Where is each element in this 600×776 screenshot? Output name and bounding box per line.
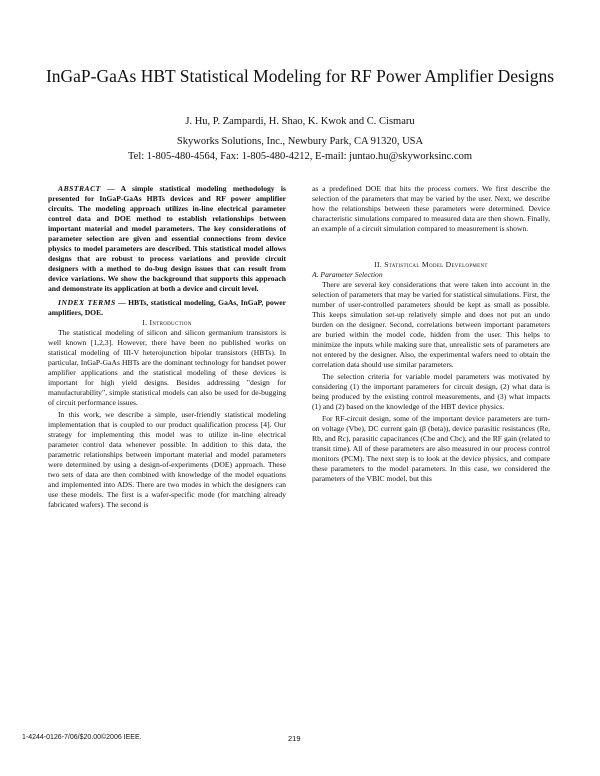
abstract <box>48 184 286 294</box>
left-column <box>48 184 286 510</box>
page-number: 219 <box>288 734 301 743</box>
parameter-paragraph-1: There are several key considerations that were taken into account in the selection of parameters that may be varied for statistical simulations. First, the number of user-controlled parameters should be kept as small as possible. This keeps simulation set-up relatively simple and does not put an undo burden on the designer. Second, correlations between important parameters are buried within the model code, hidden from the user. This helps to minimize the inputs while making sure that, unrealistic sets of parameters are not entered by the designer. Also, the experimental wafers need to obtain the correlation data should use similar parameters. <box>312 280 550 369</box>
parameter-paragraph-3: For RF-circuit design, some of the important device parameters are turn-on voltage (Vbe), DC current gain (β (beta)), device parasitic resistances (Re, Rb, and Rc), parasitic capacitances (Cbe and Cbc), and the RF gain (related to transit time). All of these parameters are also measured in our process control monitors (PCM). The next step is to look at the device physics, and compare these parameters to the model parameters. In this case, we considered the parameters of the VBIC model, but this <box>312 414 550 483</box>
index-terms <box>48 298 286 318</box>
parameter-paragraph-2: The selection criteria for variable model parameters was motivated by considering (1) the important parameters for circuit design, (2) what data is being produced by the existing control measurements, and (3) what impacts (1) and (2) based on the knowledge of the HBT device physics. <box>312 372 550 411</box>
section-heading-introduction: I. Introduction <box>142 318 192 327</box>
intro-paragraph-2: In this work, we describe a simple, user-friendly statistical modeling implementation that is coupled to our product qualification process [4]. Our strategy for implementing this model was to utilize in-line electrical parameter control data whenever possible. In addition to this data, the parametric relationships between important material and model parameters were determined by using a design-of-experiments (DOE) approach. These two sets of data are then combined with knowledge of the model equations and implemented into ADS. There are two modes in which the designers can use these models. The first is a wafer-specific mode (for matching already fabricated wafers). The second is <box>48 410 286 509</box>
affiliation-block <box>40 134 560 164</box>
affiliation: Skyworks Solutions, Inc., Newbury Park, CA 91320, USA <box>176 136 424 147</box>
index-terms-label: INDEX TERMS <box>58 298 116 307</box>
abstract-text: — A simple statistical modeling methodology is presented for InGaP-GaAs HBTs devices and RF power amplifier circuits. The modeling approach utilizes in-line electrical parameter control data and DOE method to establish relationships between important material and model parameters. The key considerations of parameter selection are given and essential connections from device physics to model parameters are described. This statistical model allows designs that are robust to process variations and provide circuit designers with a method to do-bug design issues that can result from device variations. We show the background that supports this approach and demonstrate its application at both a device and circuit level. <box>48 184 286 293</box>
section-heading-model-development: II. Statistical Model Development <box>374 260 488 269</box>
subsection-heading-parameter-selection: A. Parameter Selection <box>312 270 383 279</box>
abstract-label: ABSTRACT <box>58 184 101 193</box>
author-list: J. Hu, P. Zampardi, H. Shao, K. Kwok and C. Cismaru <box>185 116 415 127</box>
copyright-footer: 1-4244-0126-7/06/$20.00©2006 IEEE. <box>22 734 142 741</box>
paper-title: InGaP-GaAs HBT Statistical Modeling for RF Power Amplifier Designs <box>45 66 555 86</box>
index-terms-text: — HBTs, statistical modeling, GaAs, InGaP, power amplifiers, DOE. <box>48 298 286 317</box>
right-column <box>312 184 550 484</box>
intro-paragraph-1: The statistical modeling of silicon and silicon germanium transistors is well known [1,2,3]. However, there have been no published works on statistical modeling of III-V heterojunction bipolar transistors (HBTs). In particular, InGaP-GaAs HBTs are the dominant technology for handset power amplifier applications and the statistical modeling of these devices is important for high yield designs. Besides addressing "design for manufacturability", simple statistical models can also be used for de-bugging of circuit performance issues. <box>48 328 286 407</box>
contact-info: Tel: 1-805-480-4564, Fax: 1-805-480-4212, E-mail: juntao.hu@skyworksinc.com <box>127 151 472 162</box>
continued-paragraph: as a predefined DOE that hits the process corners. We first describe the selection of the parameters that may be varied by the user. Next, we describe how the relationships between these parameters were determined. Device characteristic simulations compared to measured data are then shown. Finally, an example of a circuit simulation compared to measurement is shown. <box>312 184 550 233</box>
